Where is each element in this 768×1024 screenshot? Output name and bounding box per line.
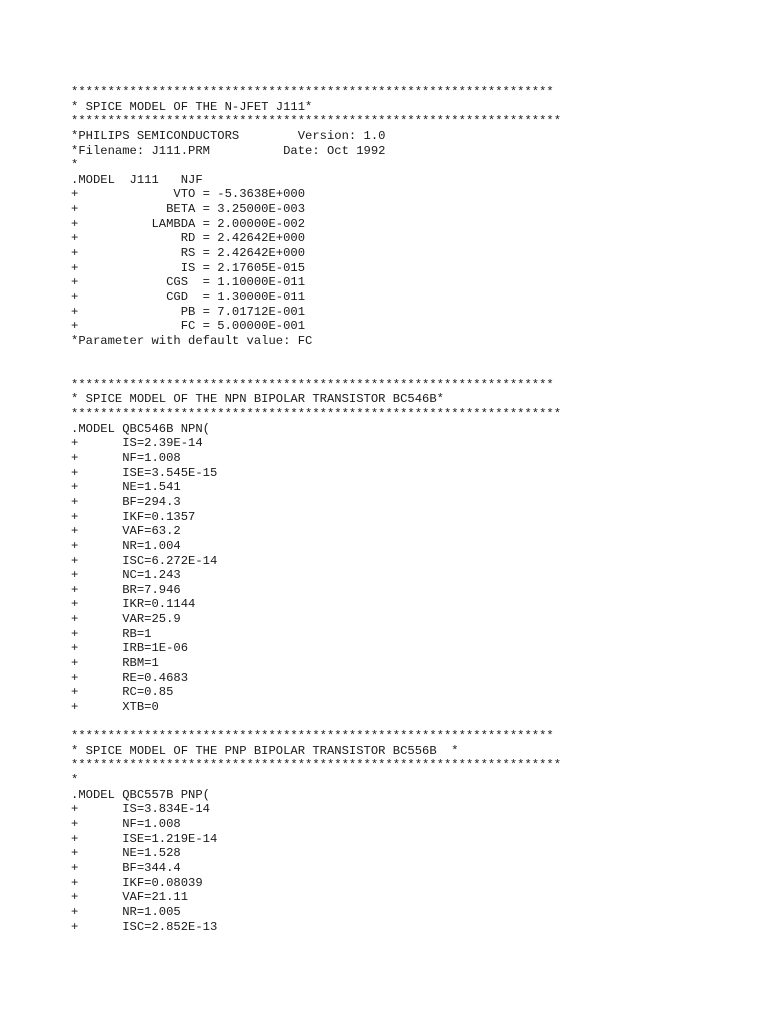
text-line: + PB = 7.01712E-001 [71,304,306,319]
text-line: + RBM=1 [71,655,159,670]
text-line: + LAMBDA = 2.00000E-002 [71,216,306,231]
text-line: + IRB=1E-06 [71,641,189,656]
text-line [71,363,561,378]
text-line: .MODEL QBC557B PNP( [71,787,210,802]
text-line: + IS=2.39E-14 [71,436,203,451]
text-line: + XTB=0 [71,699,159,714]
text-line: ******************************************************************* [71,114,562,129]
text-line: ******************************************************************* [71,407,562,422]
spice-model-listing [71,85,561,934]
text-line: + IS = 2.17605E-015 [71,260,306,275]
text-line: .MODEL J111 NJF [71,172,203,187]
text-line: + RC=0.85 [71,685,174,700]
text-line: * SPICE MODEL OF THE PNP BIPOLAR TRANSISTOR BC556B * [71,743,459,758]
text-line: .MODEL QBC546B NPN( [71,421,210,436]
text-line: + RS = 2.42642E+000 [71,246,306,261]
text-line: + NR=1.004 [71,538,181,553]
text-line: + BR=7.946 [71,582,181,597]
text-line: + BF=344.4 [71,860,181,875]
text-line: + FC = 5.00000E-001 [71,319,306,334]
text-line: + CGD = 1.30000E-011 [71,289,306,304]
text-line: + VAF=21.11 [71,890,189,905]
text-line: + NE=1.528 [71,846,181,861]
text-line: + NF=1.008 [71,451,181,466]
text-line: + NE=1.541 [71,480,181,495]
text-line: + BF=294.3 [71,494,181,509]
text-line: + NF=1.008 [71,817,181,832]
text-line [71,715,561,730]
text-line: + VTO = -5.3638E+000 [71,187,306,202]
text-line: + RD = 2.42642E+000 [71,231,306,246]
text-line: + IKF=0.08039 [71,875,203,890]
text-line: + ISC=6.272E-14 [71,553,218,568]
text-line: ******************************************************************* [71,758,562,773]
text-line: *Parameter with default value: FC [71,333,313,348]
text-line: + ISC=2.852E-13 [71,919,218,934]
text-line: + BETA = 3.25000E-003 [71,202,306,217]
text-line: * [71,773,79,788]
text-line: ****************************************************************** [71,729,554,744]
text-line: + ISE=1.219E-14 [71,831,218,846]
text-line: + IS=3.834E-14 [71,802,210,817]
text-line: + CGS = 1.10000E-011 [71,275,306,290]
text-line: + VAF=63.2 [71,524,181,539]
text-line: ****************************************************************** [71,85,554,99]
text-line [71,349,561,364]
text-line: + NC=1.243 [71,568,181,583]
text-line: ****************************************************************** [71,377,554,392]
text-line: + IKR=0.1144 [71,597,196,612]
text-line: + VAR=25.9 [71,612,181,627]
text-line: * SPICE MODEL OF THE N-JFET J111* [71,99,313,114]
text-line: + IKF=0.1357 [71,509,196,524]
text-line: + RE=0.4683 [71,670,189,685]
text-line: * [71,158,79,173]
text-line: *PHILIPS SEMICONDUCTORS Version: 1.0 [71,128,386,143]
text-line: *Filename: J111.PRM Date: Oct 1992 [71,143,386,158]
text-line: + NR=1.005 [71,904,181,919]
text-line: + RB=1 [71,626,152,641]
text-line: * SPICE MODEL OF THE NPN BIPOLAR TRANSISTOR BC546B* [71,392,444,407]
text-line: + ISE=3.545E-15 [71,465,218,480]
